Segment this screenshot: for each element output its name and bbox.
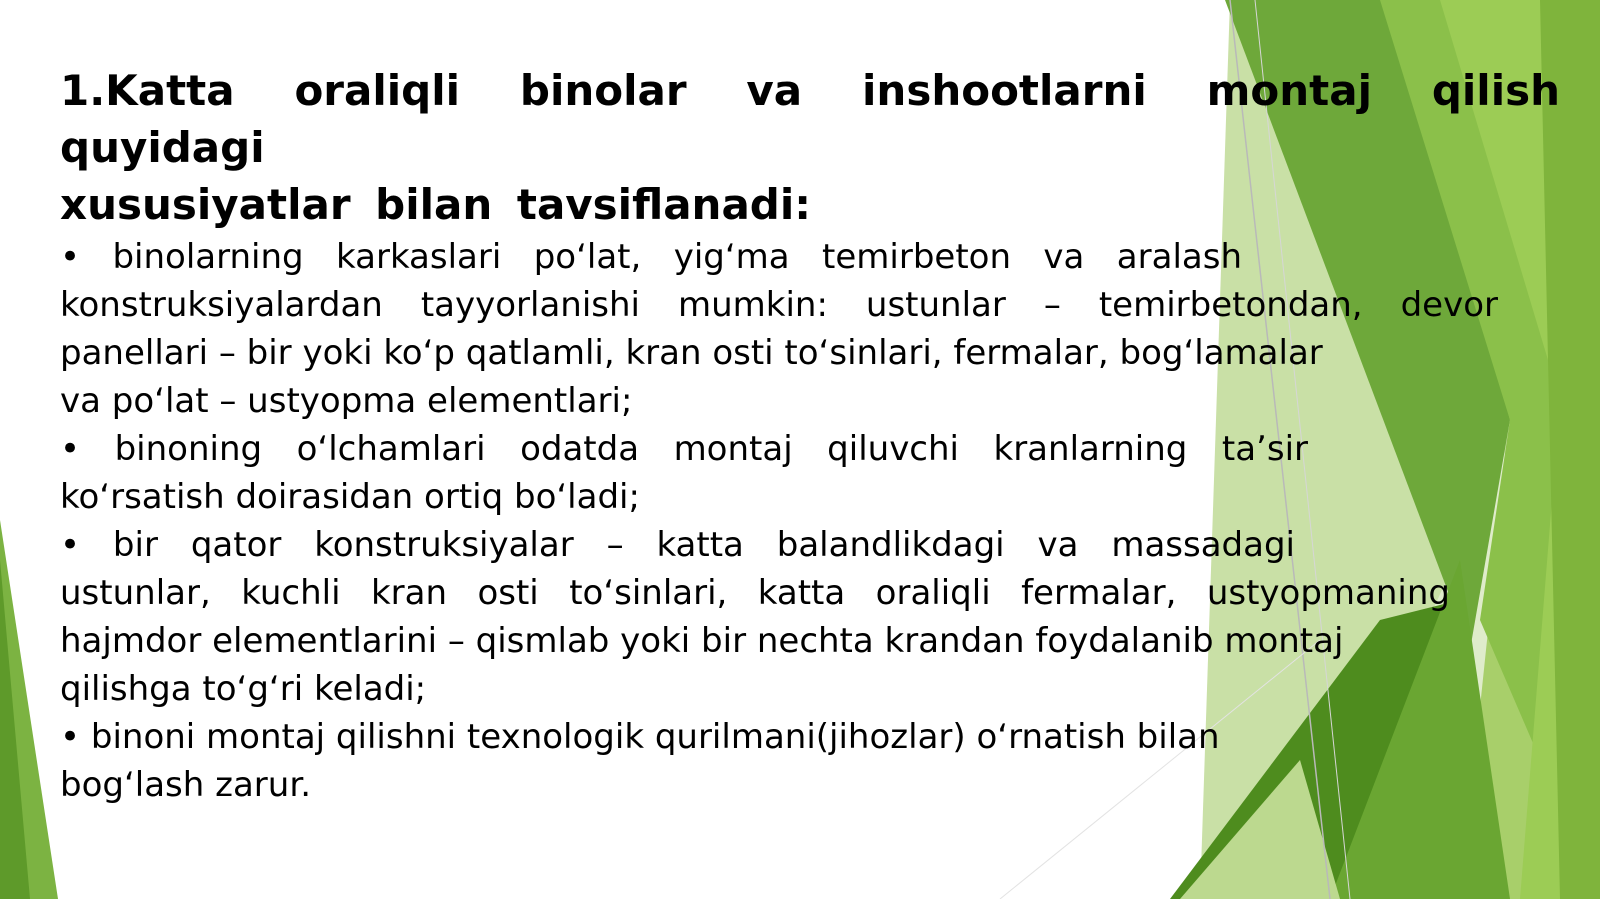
- title-line-2: xususiyatlar bilan tavsiflanadi:: [60, 180, 812, 229]
- body-line-12: bog‘lash zarur.: [60, 765, 311, 805]
- body-line-6: ko‘rsatish doirasidan ortiq bo‘ladi;: [60, 477, 640, 517]
- title-line-1: 1.Katta oraliqli binolar va inshootlarni montaj qilish quyidagi: [60, 66, 1560, 172]
- slide-body: [60, 233, 1560, 809]
- body-line-1: • binolarning karkaslari po‘lat, yig‘ma temirbeton va aralash: [60, 237, 1242, 277]
- body-line-7: • bir qator konstruksiyalar – katta balandlikdagi va massadagi: [60, 525, 1295, 565]
- slide-content: [60, 62, 1560, 809]
- slide-title: [60, 62, 1560, 233]
- body-line-2: konstruksiyalardan tayyorlanishi mumkin: ustunlar – temirbetondan, devor: [60, 285, 1498, 325]
- body-line-8: ustunlar, kuchli kran osti to‘sinlari, katta oraliqli fermalar, ustyopmaning: [60, 573, 1450, 613]
- body-line-4: va po‘lat – ustyopma elementlari;: [60, 381, 633, 421]
- body-line-11: • binoni montaj qilishni texnologik qurilmani(jihozlar) o‘rnatish bilan: [60, 717, 1220, 757]
- body-line-5: • binoning o‘lchamlari odatda montaj qiluvchi kranlarning ta’sir: [60, 429, 1308, 469]
- body-line-10: qilishga to‘g‘ri keladi;: [60, 669, 427, 709]
- body-line-3: panellari – bir yoki ko‘p qatlamli, kran osti to‘sinlari, fermalar, bog‘lamalar: [60, 333, 1323, 373]
- body-line-9: hajmdor elementlarini – qismlab yoki bir nechta krandan foydalanib montaj: [60, 621, 1344, 661]
